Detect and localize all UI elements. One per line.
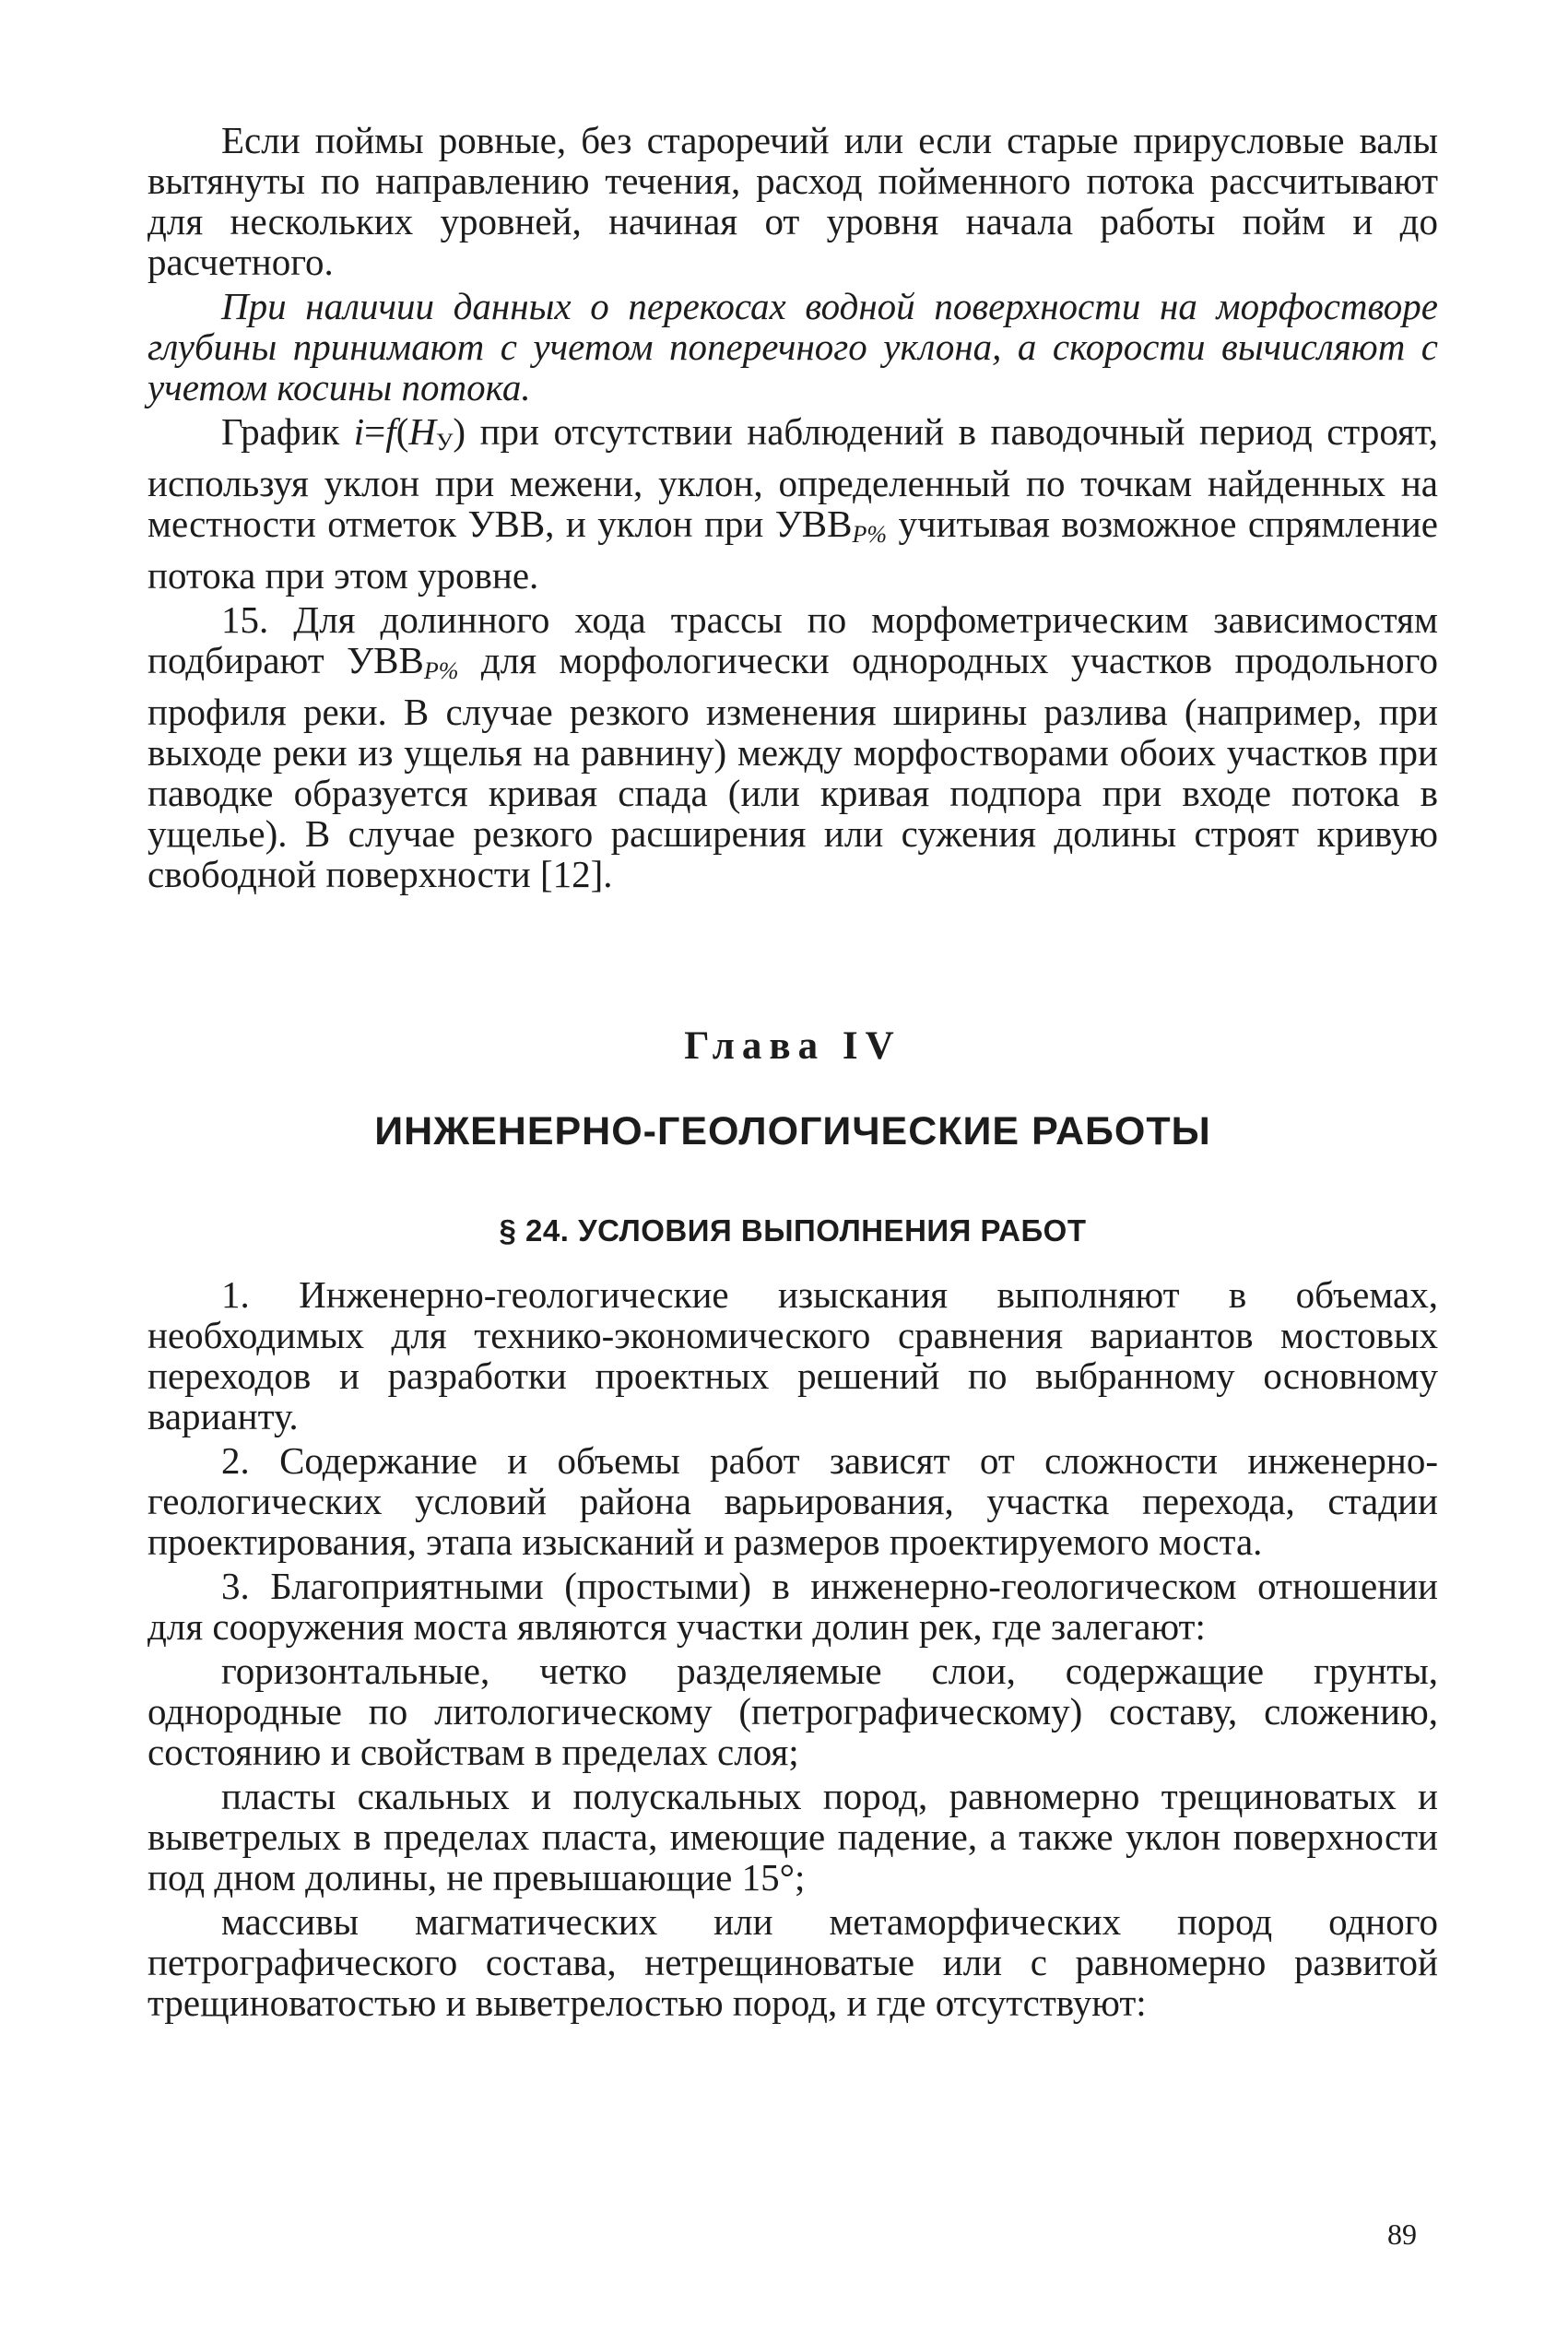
formula-i: i bbox=[353, 410, 365, 453]
item15-rest: для морфологически однородных участков продольного профиля реки. В случае резкого изменения ширины разлива (например, при выходе реки из ущелья на равнину) между морфостворами обоих участков при паводке образуется кривая спада (или кривая подпора при входе потока в ущелье). В случае резкого расширения или сужения долины строят кривую свободной поверхности [12]. bbox=[147, 639, 1438, 895]
graph-text-body: при отсутствии наблюдений в паводочный период строят, используя уклон при межени, уклон, определенный по точкам найденных на местности отметок УВВ, и уклон при УВВ bbox=[147, 410, 1438, 545]
item-1: 1. Инженерно-геологические изыскания выполняют в объемах, необходимых для технико-экономического сравнения вариантов мостовых переходов и разработки проектных решений по выбранному основному варианту. bbox=[147, 1273, 1438, 1437]
formula-f: f bbox=[385, 410, 396, 453]
formula-H: H bbox=[408, 410, 436, 453]
item-3: 3. Благоприятными (простыми) в инженерно-геологическом отношении для сооружения моста являются участки долин рек, где залегают: bbox=[147, 1565, 1438, 1648]
item-2: 2. Содержание и объемы работ зависят от сложности инженерно-геологических условий района варьирования, участка перехода, стадии проектирования, этапа изысканий и размеров проектируемого моста. bbox=[147, 1439, 1438, 1563]
paragraph-graph bbox=[147, 411, 1438, 596]
graph-text-tail: учитывая возможное спрямление потока при этом уровне. bbox=[147, 503, 1439, 597]
item15-start: 15. Для долинного хода трассы по морфометрическим зависимостям подбирают УВВ bbox=[147, 598, 1438, 681]
item15-sub-p: P% bbox=[423, 657, 459, 684]
list-item-massifs: массивы магматических или метаморфических пород одного петрографического состава, нетрещиноватые или с равномерно развитой трещиноватостью и выветрелостью пород, и где отсутствуют: bbox=[147, 1900, 1438, 2024]
formula-open: ( bbox=[395, 410, 409, 453]
paragraph-floodplain: Если поймы ровные, без староречий или если старые прирусловые валы вытянуты по направлению течения, расход пойменного потока рассчитывают для нескольких уровней, начиная от уровня начала работы пойм и до расчетного. bbox=[147, 119, 1438, 283]
paragraph-item-15 bbox=[147, 599, 1438, 894]
section-title: § 24. УСЛОВИЯ ВЫПОЛНЕНИЯ РАБОТ bbox=[499, 1213, 1087, 1248]
page-number: 89 bbox=[1387, 2218, 1417, 2251]
formula-eq: = bbox=[364, 410, 386, 453]
formula bbox=[354, 410, 466, 453]
page-body bbox=[147, 120, 1438, 2027]
paragraph-surface-skew: При наличии данных о перекосах водной поверхности на морфостворе глубины принимают с учетом поперечного уклона, а скорости вычисляют с учетом косины потока. bbox=[147, 285, 1438, 408]
list-item-horizontal-layers: горизонтальные, четко разделяемые слои, содержащие грунты, однородные по литологическому (петрографическому) составу, сложению, состоянию и свойствам в пределах слоя; bbox=[147, 1650, 1438, 1773]
graph-sub-p: P% bbox=[852, 521, 888, 548]
list-item-rock-layers: пласты скальных и полускальных пород, равномерно трещиноватых и выветрелых в пределах пласта, имеющие падение, а также уклон поверхности под дном долины, не превышающие 15°; bbox=[147, 1775, 1438, 1898]
chapter-label: Глава IV bbox=[684, 1024, 902, 1068]
chapter-title: ИНЖЕНЕРНО-ГЕОЛОГИЧЕСКИЕ РАБОТЫ bbox=[374, 1109, 1211, 1153]
graph-text-start: График bbox=[221, 410, 354, 453]
formula-sub: У bbox=[435, 429, 454, 455]
formula-close: ) bbox=[453, 410, 466, 453]
